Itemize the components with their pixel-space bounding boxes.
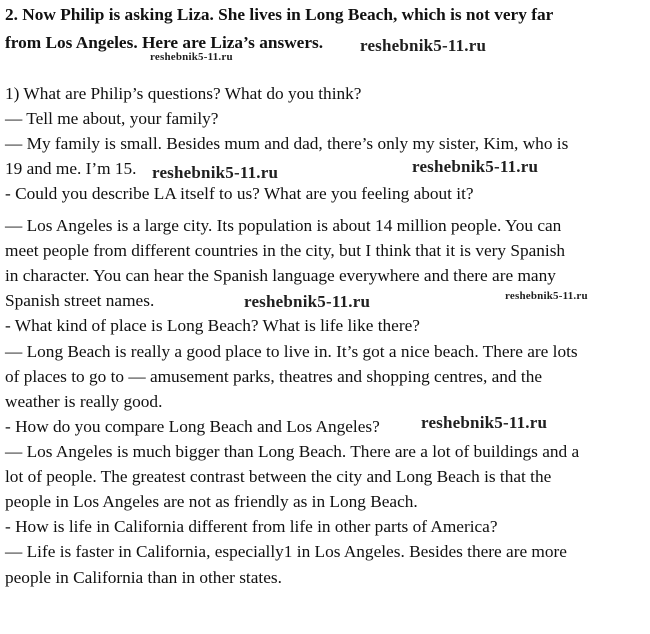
text-line: in character. You can hear the Spanish language everywhere and there are many [5, 266, 556, 285]
watermark: reshebnik5-11.ru [505, 290, 588, 302]
text-line: — My family is small. Besides mum and dad, there’s only my sister, Kim, who is [5, 134, 569, 153]
text-line: people in California than in other states. [5, 568, 282, 587]
text-line: - How is life in California different from life in other parts of America? [5, 517, 498, 536]
text-line: — Tell me about, your family? [5, 109, 219, 128]
text-line: of places to go to — amusement parks, theatres and shopping centres, and the [5, 367, 543, 386]
text-line: lot of people. The greatest contrast between the city and Long Beach is that the [5, 467, 552, 486]
exercise-heading-line-2: from Los Angeles. Here are Liza’s answers. [5, 33, 324, 52]
text-line: - How do you compare Long Beach and Los Angeles? [5, 417, 380, 436]
watermark: reshebnik5-11.ru [244, 292, 371, 311]
text-line: 1) What are Philip’s questions? What do you think? [5, 84, 362, 103]
text-line: weather is really good. [5, 392, 163, 411]
text-line: — Long Beach is really a good place to live in. It’s got a nice beach. There are lots [5, 342, 578, 361]
watermark: reshebnik5-11.ru [412, 157, 539, 176]
watermark: reshebnik5-11.ru [152, 163, 279, 182]
text-line: Spanish street names. [5, 291, 155, 310]
text-line: — Life is faster in California, especially1 in Los Angeles. Besides there are more [5, 542, 567, 561]
text-line: — Los Angeles is much bigger than Long Beach. There are a lot of buildings and a [5, 442, 580, 461]
text-line: - Could you describe LA itself to us? What are you feeling about it? [5, 184, 474, 203]
text-line: people in Los Angeles are not as friendly as in Long Beach. [5, 492, 418, 511]
text-line: meet people from different countries in the city, but I think that it is very Spanish [5, 241, 566, 260]
text-line: 19 and me. I’m 15. [5, 159, 137, 178]
text-line: - What kind of place is Long Beach? What is life like there? [5, 316, 420, 335]
watermark: reshebnik5-11.ru [421, 413, 548, 432]
text-line: — Los Angeles is a large city. Its population is about 14 million people. You can [5, 216, 562, 235]
watermark: reshebnik5-11.ru [150, 51, 233, 63]
watermark: reshebnik5-11.ru [360, 36, 487, 55]
exercise-heading-line-1: 2. Now Philip is asking Liza. She lives in Long Beach, which is not very far [5, 5, 554, 24]
